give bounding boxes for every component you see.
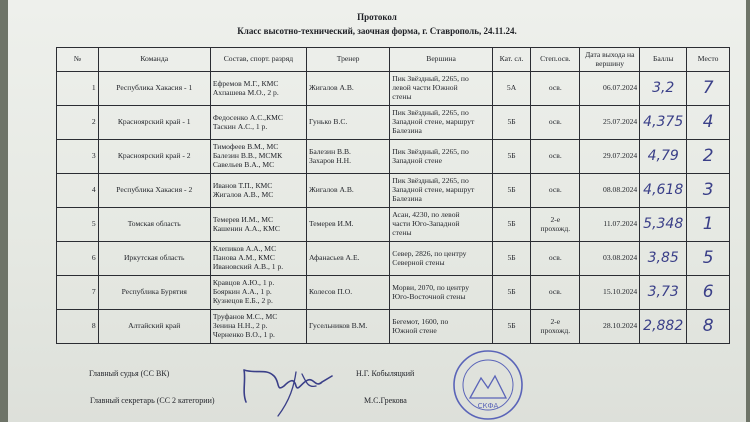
column-header: Степ.осв. [531, 48, 580, 72]
date-cell: 15.10.2024 [580, 276, 640, 310]
column-header: Место [687, 48, 730, 72]
row-number: 5 [57, 208, 99, 242]
cell-line: левой части Южной [392, 83, 458, 93]
members-cell [210, 72, 306, 106]
cell-line: прохожд. [540, 223, 571, 233]
category-cell: 5Б [492, 208, 530, 242]
cell-line: стены [392, 91, 412, 101]
score-cell: 3,85 [640, 242, 687, 276]
members-cell [210, 174, 306, 208]
status-cell [531, 276, 580, 310]
coach-cell [306, 106, 389, 140]
cell-line: Южной стене [392, 325, 437, 335]
cell-line: Западной стене, маршрут [392, 117, 475, 127]
cell-line: Балезин В.В. [308, 146, 351, 156]
results-table [56, 47, 730, 344]
cell-line: части Юго-Западной [392, 219, 460, 229]
place-cell: 2 [687, 140, 730, 174]
members-cell [210, 310, 306, 344]
cell-line: осв. [548, 287, 562, 297]
cell-line: Бояркин А.А., 1 р. [212, 287, 272, 297]
judge-signature [236, 352, 346, 418]
peak-cell [390, 174, 493, 208]
cell-line: Северной стены [392, 257, 445, 267]
chief-secretary-name: М.С.Грекова [364, 396, 407, 405]
column-header: Вершина [390, 48, 493, 72]
status-cell [531, 106, 580, 140]
peak-cell [390, 208, 493, 242]
place-cell: 7 [687, 72, 730, 106]
cell-line: прохожд. [540, 325, 571, 335]
row-number: 7 [57, 276, 99, 310]
peak-cell [390, 242, 493, 276]
table-row [57, 174, 730, 208]
column-header: Состав, спорт. разряд [210, 48, 306, 72]
category-cell: 5Б [492, 310, 530, 344]
date-cell: 29.07.2024 [580, 140, 640, 174]
date-cell: 11.07.2024 [580, 208, 640, 242]
cell-line: Пик Звёздный, 2265, по [392, 108, 469, 118]
place-cell: 1 [687, 208, 730, 242]
date-cell: 06.07.2024 [580, 72, 640, 106]
column-header: Баллы [640, 48, 687, 72]
place-cell: 8 [687, 310, 730, 344]
chief-secretary-label: Главный секретарь (СС 2 категории) [90, 396, 215, 405]
cell-line: Савельев В.А., МС [212, 159, 275, 169]
cell-line: Ивановский А.В., 1 р. [212, 261, 284, 271]
cell-line: Жигалов А.В. [308, 83, 354, 93]
place-cell: 3 [687, 174, 730, 208]
cell-line: 2-е [550, 214, 561, 224]
cell-line: Пик Звёздный, 2265, по [392, 74, 469, 84]
cell-line: Кравцов А.Ю., 1 р. [212, 278, 275, 288]
cell-line: Пик Звёздный, 2265, по [392, 176, 469, 186]
cell-line: Гунько В.С. [308, 117, 348, 127]
score-cell: 4,618 [640, 174, 687, 208]
column-header: Кат. сл. [492, 48, 530, 72]
cell-line: Пик Звёздный, 2265, по [392, 146, 469, 156]
cell-line: Бегемот, 1600, по [392, 316, 449, 326]
status-cell [531, 140, 580, 174]
cell-line: Север, 2826, по центру [392, 248, 467, 258]
cell-line: Тимофеев В.М., МС [212, 142, 279, 152]
cell-line: Панова А.М., КМС [212, 253, 275, 263]
stamp-text: СКФА [477, 402, 499, 410]
coach-cell [306, 310, 389, 344]
status-cell [531, 174, 580, 208]
protocol-sheet [8, 0, 746, 422]
chief-judge-name: Н.Г. Кобыляцкий [356, 369, 415, 378]
place-cell: 4 [687, 106, 730, 140]
cell-line: Асан, 4230, по левой [392, 210, 460, 220]
cell-line: Кашенин А.А., КМС [212, 223, 280, 233]
table-row [57, 242, 730, 276]
coach-cell [306, 208, 389, 242]
peak-cell [390, 310, 493, 344]
protocol-subtitle: Класс высотно-технический, заочная форма, г. Ставрополь, 24.11.24. [237, 26, 517, 36]
column-header: Команда [98, 48, 210, 72]
team-cell: Красноярский край - 2 [98, 140, 210, 174]
place-cell: 6 [687, 276, 730, 310]
team-cell: Республика Хакасия - 1 [98, 72, 210, 106]
cell-line: стены [392, 227, 412, 237]
members-cell [210, 208, 306, 242]
cell-line: Балезина [392, 125, 422, 135]
cell-line: Ахпашева М.О., 2 р. [212, 87, 279, 97]
score-cell: 3,2 [640, 72, 687, 106]
cell-line: осв. [548, 185, 562, 195]
members-cell [210, 276, 306, 310]
date-cell: 28.10.2024 [580, 310, 640, 344]
row-number: 4 [57, 174, 99, 208]
members-cell [210, 242, 306, 276]
cell-line: Жигалов А.В. [308, 185, 354, 195]
cell-line: осв. [548, 253, 562, 263]
coach-cell [306, 242, 389, 276]
peak-cell [390, 276, 493, 310]
table-row [57, 310, 730, 344]
score-cell: 3,73 [640, 276, 687, 310]
category-cell: 5Б [492, 174, 530, 208]
cell-line: Жигалов А.В., МС [212, 189, 274, 199]
cell-line: Федосенко А.С.,КМС [212, 112, 283, 122]
peak-cell [390, 72, 493, 106]
cell-line: Захаров Н.Н. [308, 155, 352, 165]
row-number: 3 [57, 140, 99, 174]
cell-line: Черненко В.О., 1 р. [212, 329, 275, 339]
cell-line: Балезина [392, 193, 422, 203]
cell-line: Западной стене [392, 155, 442, 165]
date-cell: 25.07.2024 [580, 106, 640, 140]
cell-line: осв. [548, 83, 562, 93]
team-cell: Алтайский край [98, 310, 210, 344]
status-cell [531, 208, 580, 242]
category-cell: 5Б [492, 242, 530, 276]
row-number: 1 [57, 72, 99, 106]
score-cell: 2,882 [640, 310, 687, 344]
table-row [57, 106, 730, 140]
table-row [57, 276, 730, 310]
cell-line: Западной стене, маршрут [392, 185, 475, 195]
cell-line: Кузнецов Е.Б., 2 р. [212, 295, 273, 305]
category-cell: 5Б [492, 140, 530, 174]
members-cell [210, 140, 306, 174]
cell-line: Иванов Т.П., КМС [212, 180, 273, 190]
team-cell: Республика Бурятия [98, 276, 210, 310]
date-cell: 03.08.2024 [580, 242, 640, 276]
table-header-row [57, 48, 730, 72]
team-cell: Иркутская область [98, 242, 210, 276]
cell-line: 2-е [550, 316, 561, 326]
cell-line: Морви, 2070, по центру [392, 282, 470, 292]
cell-line: Темерев И.М., МС [212, 214, 274, 224]
row-number: 8 [57, 310, 99, 344]
score-cell: 4,79 [640, 140, 687, 174]
cell-line: осв. [548, 151, 562, 161]
table-row [57, 140, 730, 174]
cell-line: Труфанов М.С., МС [212, 312, 278, 322]
peak-cell [390, 140, 493, 174]
team-cell: Республика Хакасия - 2 [98, 174, 210, 208]
members-cell [210, 106, 306, 140]
score-cell: 5,348 [640, 208, 687, 242]
table-row [57, 208, 730, 242]
cell-line: Афанасьев А.Е. [308, 253, 360, 263]
category-cell: 5А [492, 72, 530, 106]
category-cell: 5Б [492, 276, 530, 310]
cell-line: Юго-Восточной стены [392, 291, 466, 301]
cell-line: Балезин В.В., МСМК [212, 151, 283, 161]
cell-line: Зенина Н.Н., 2 р. [212, 321, 268, 331]
coach-cell [306, 72, 389, 106]
coach-cell [306, 140, 389, 174]
peak-cell [390, 106, 493, 140]
row-number: 6 [57, 242, 99, 276]
team-cell: Томская область [98, 208, 210, 242]
cell-line: Колесов П.О. [308, 287, 353, 297]
cell-line: осв. [548, 117, 562, 127]
cell-line: Гусельников В.М. [308, 321, 368, 331]
row-number: 2 [57, 106, 99, 140]
column-header: Тренер [306, 48, 389, 72]
date-cell: 08.08.2024 [580, 174, 640, 208]
cell-line: Клепиков А.А., МС [212, 244, 277, 254]
score-cell: 4,375 [640, 106, 687, 140]
chief-judge-label: Главный судья (СС ВК) [89, 369, 170, 378]
status-cell [531, 310, 580, 344]
column-header: № [57, 48, 99, 72]
coach-cell [306, 276, 389, 310]
cell-line: Таскин А.С., 1 р. [212, 121, 268, 131]
cell-line: Темерев И.М. [308, 219, 354, 229]
table-row [57, 72, 730, 106]
organization-stamp [448, 348, 528, 422]
place-cell: 5 [687, 242, 730, 276]
table-body [57, 72, 730, 344]
status-cell [531, 72, 580, 106]
team-cell: Красноярский край - 1 [98, 106, 210, 140]
protocol-title: Протокол [357, 12, 397, 22]
cell-line: Ефремов М.Г., КМС [212, 78, 279, 88]
coach-cell [306, 174, 389, 208]
category-cell: 5Б [492, 106, 530, 140]
column-header: Дата выхода на вершину [580, 48, 640, 72]
status-cell [531, 242, 580, 276]
